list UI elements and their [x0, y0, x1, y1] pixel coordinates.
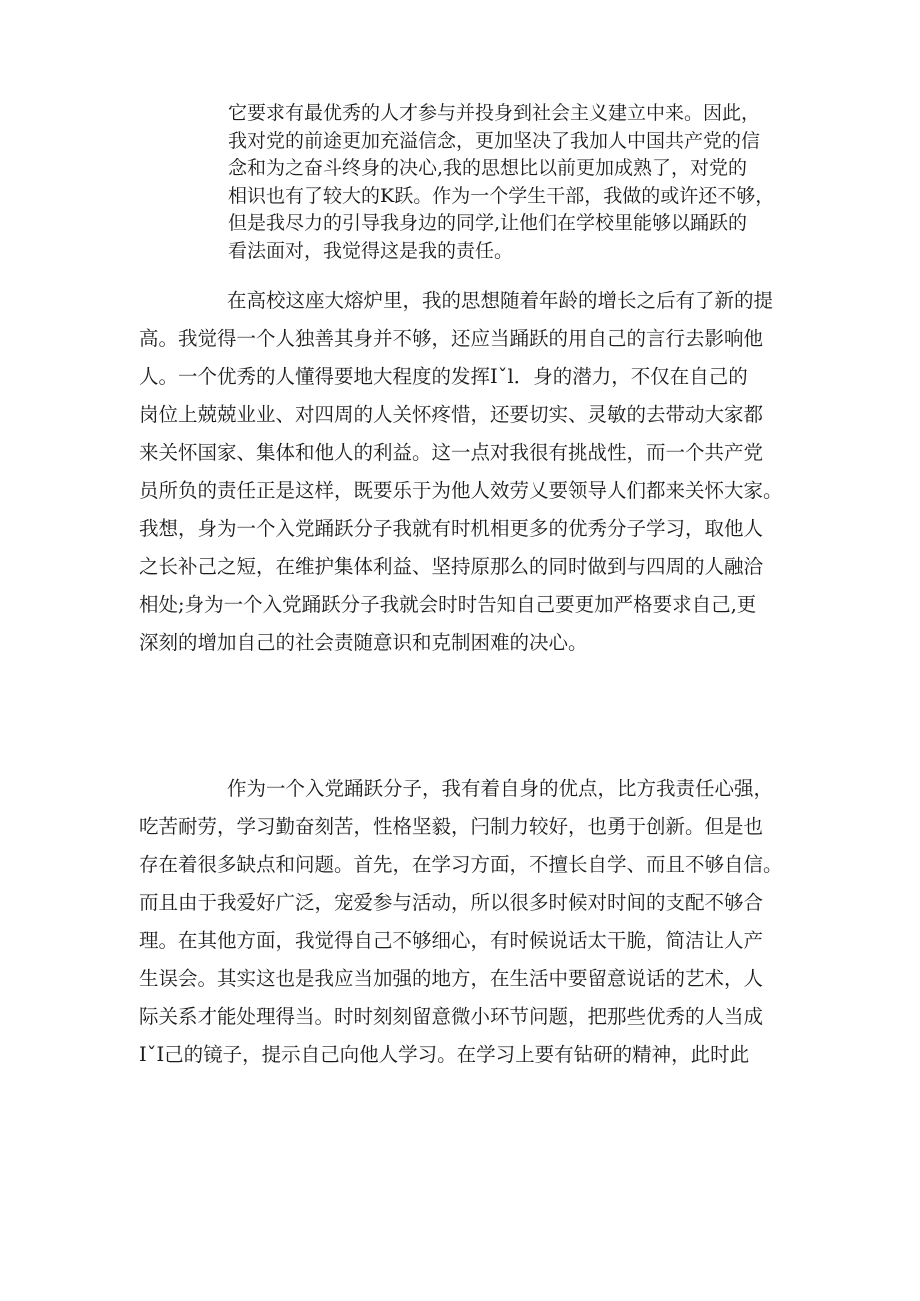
text-line: 之长补己之短，在维护集体利益、坚持原那么的同时做到与四周的人融洽 [139, 555, 764, 578]
text-line: 我对党的前途更加充溢信念，更加坚决了我加人中国共产党的信 [228, 129, 761, 152]
text-line: 看法面对，我觉得这是我的责任。 [228, 239, 514, 262]
text-line: 深刻的增加自己的社会责随意识和克制困难的决心。 [139, 631, 588, 654]
indented-text-block [228, 100, 788, 265]
text-line: 岗位上兢兢业业、对四周的人关怀疼惜，还要切实、灵敏的去带动大家都 [139, 403, 764, 426]
text-line: 而且由于我爱好广泛，宠爱参与活动，所以很多时候对时间的支配不够合 [139, 891, 764, 914]
text-line: 理。在其他方面，我觉得自己不够细心，有时候说话太干脆，简洁让人产 [139, 929, 764, 952]
text-line: 念和为之奋斗终身的决心,我的思想比以前更加成熟了，对党的 [228, 157, 748, 179]
body-paragraph [139, 770, 799, 1074]
text-line: 相处;身为一个入党踊跃分子我就会时时告知自己要更加严格要求自己,更 [139, 593, 757, 616]
body-paragraph [139, 282, 799, 662]
text-line: 在高校这座大熔炉里，我的思想随着年龄的增长之后有了新的提 [227, 289, 774, 312]
text-line: IˇI己的镜子，提示自己向他人学习。在学习上要有钻研的精神，此时此 [139, 1043, 750, 1066]
text-line: 际关系才能处理得当。时时刻刻留意微小环节问题，把那些优秀的人当成 [139, 1005, 764, 1028]
text-line: 吃苦耐劳，学习勤奋刻苦，性格坚毅，闩制力较好，也勇于创新。但是也 [139, 815, 764, 838]
text-line: 高。我觉得一个人独善其身并不够，还应当踊跃的用自己的言行去影响他 [139, 327, 764, 350]
text-line: 存在着很多缺点和问题。首先，在学习方面，不擅长自学、而且不够自信。 [139, 853, 783, 876]
text-line: 但是我尽力的引导我身边的同学,让他们在学校里能够以踊跃的 [228, 212, 748, 234]
text-line: 相识也有了较大的K跃。作为一个学生干部，我做的或许还不够， [228, 184, 775, 207]
text-line: 它要求有最优秀的人才参与并投身到社会主义建立中来。因此， [228, 102, 761, 124]
text-line: 来关怀国家、集体和他人的利益。这一点对我很有挑战性，而一个共产党 [139, 441, 764, 464]
text-line: 作为一个入党踊跃分子，我有着自身的优点，比方我责任心强， [227, 777, 774, 800]
text-line: 我想，身为一个入党踊跃分子我就有时机相更多的优秀分子学习，取他人 [139, 517, 764, 540]
text-line: 人。一个优秀的人懂得要地大程度的发挥Iˇl．身的潜力，不仅在自己的 [139, 365, 748, 388]
text-line: 员所负的责任正是这样，既要乐于为他人效劳乂要领导人们都来关怀大家。 [139, 479, 783, 502]
text-line: 生误会。其实这也是我应当加强的地方，在生活中要留意说话的艺术，人 [139, 967, 764, 990]
